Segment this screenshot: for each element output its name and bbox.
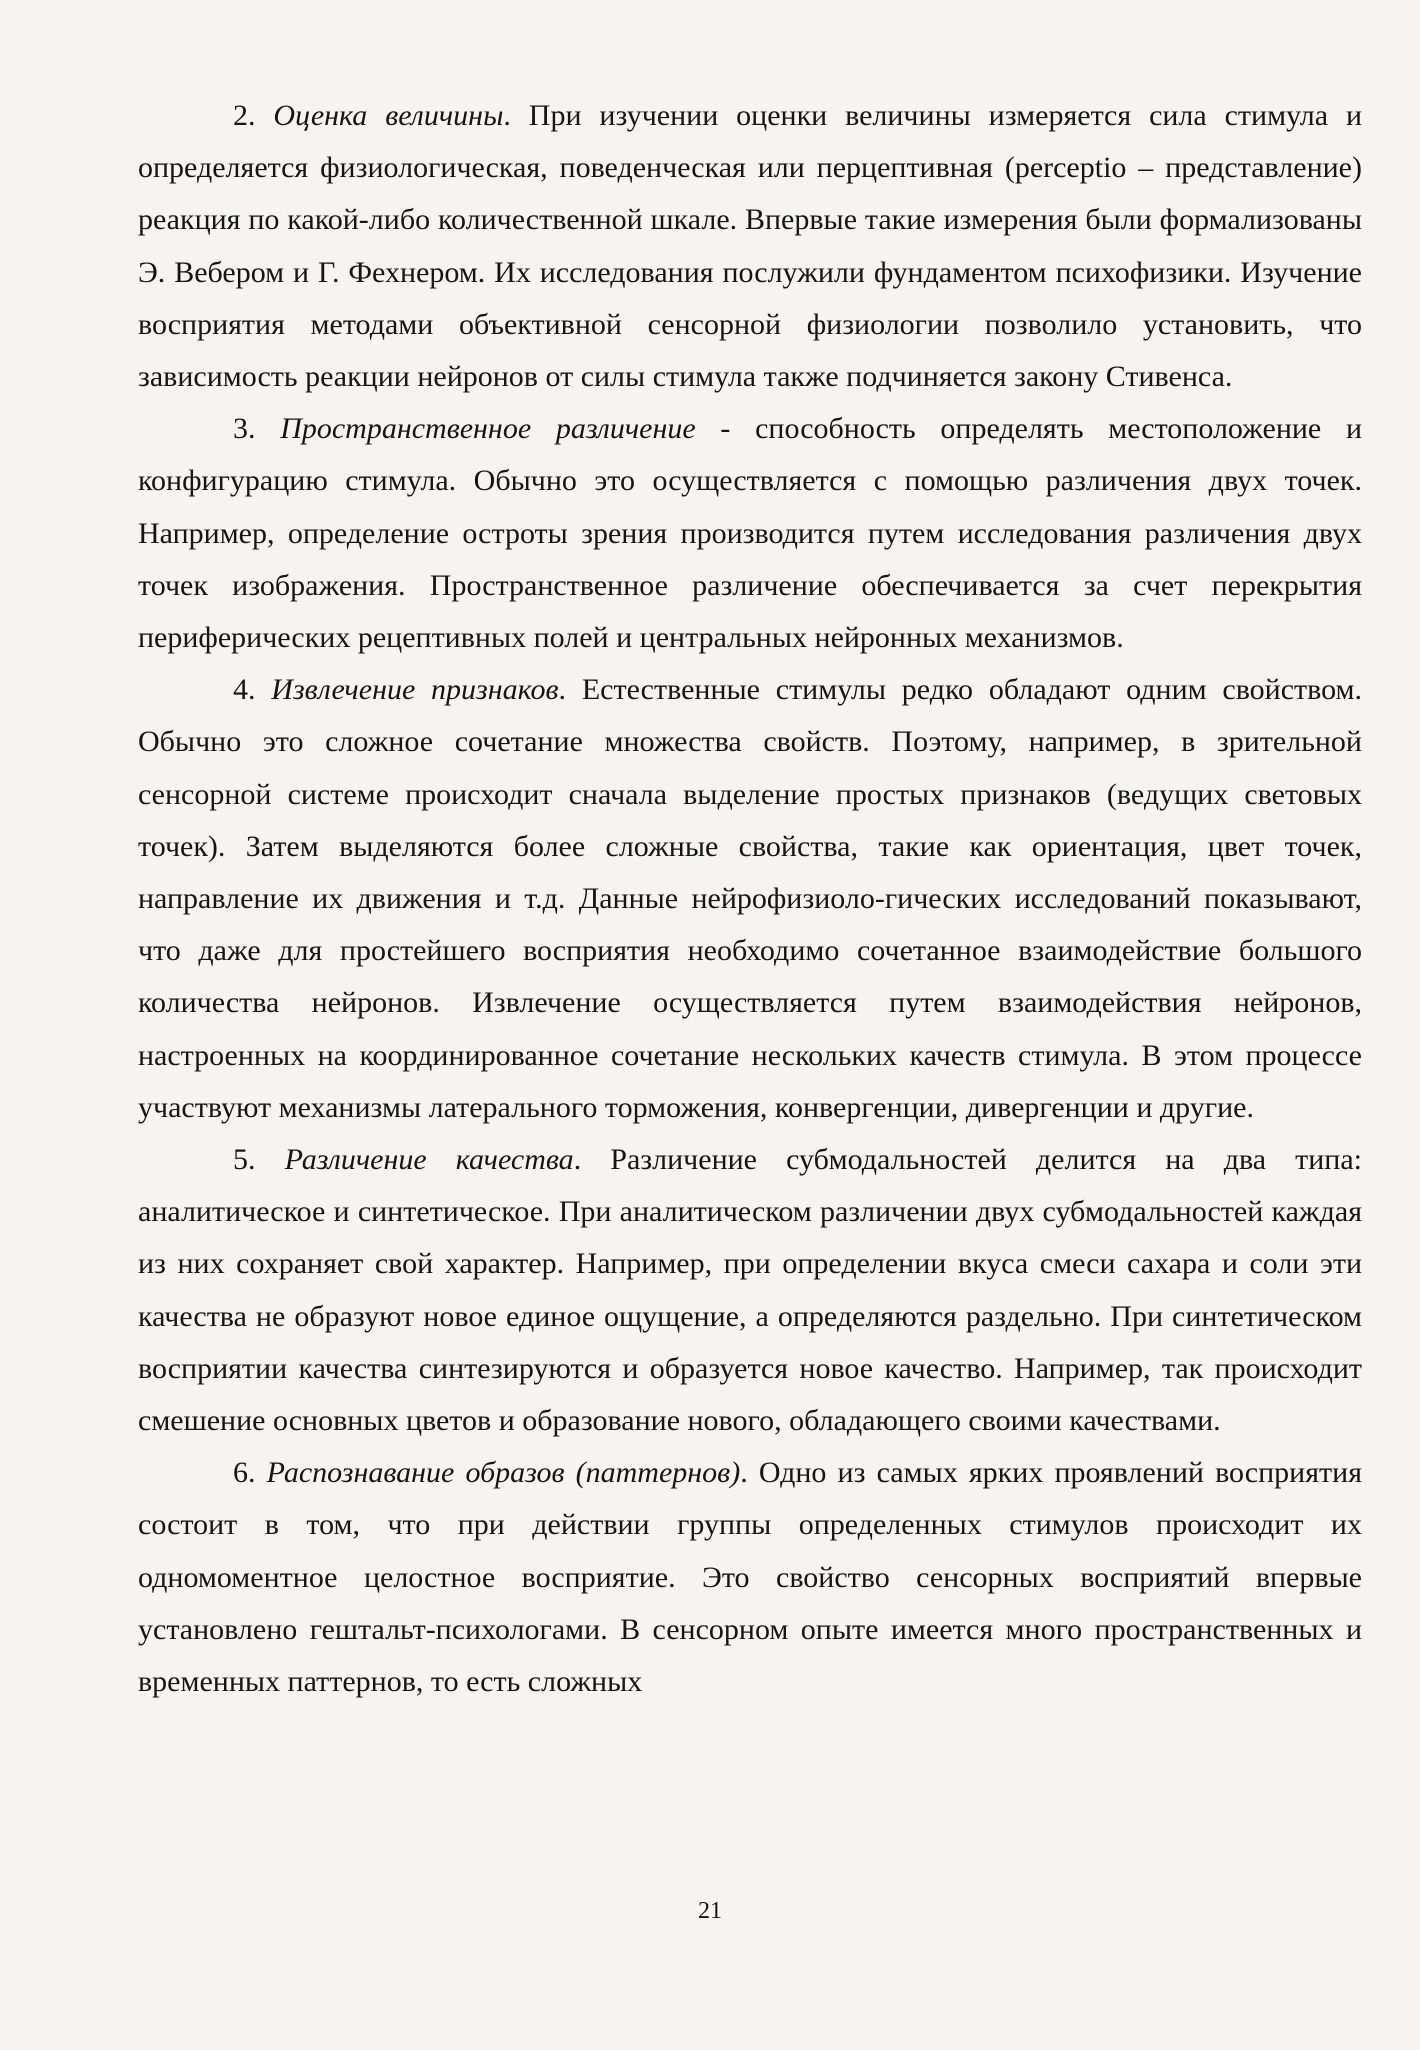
item-heading: Различение качества <box>284 1143 574 1177</box>
paragraph-magnitude-estimation <box>138 90 1362 403</box>
paragraph-body: Естественные стимулы редко обладают одним свойством. Обычно это сложное сочетание множества свойств. Поэтому, например, в зрительной сенсорной системе происходит сначала выделение простых признаков (ведущих световых точек). Затем выделяются более сложные свойства, такие как ориентация, цвет точек, направление их движения и т.д. Данные нейрофизиоло-гических исследований показывают, что даже для простейшего восприятия необходимо сочетанное взаимодействие большого количества нейронов. Извлечение осуществляется путем взаимодействия нейронов, настроенных на координированное сочетание нескольких качеств стимула. В этом процессе участвуют механизмы латерального торможения, конвергенции, дивергенции и другие. <box>138 673 1363 1124</box>
paragraph-feature-extraction <box>138 664 1362 1134</box>
heading-separator: . <box>740 1456 759 1490</box>
paragraph-pattern-recognition <box>138 1447 1362 1708</box>
item-number: 3. <box>233 412 256 446</box>
item-number: 4. <box>233 673 256 707</box>
item-number: 2. <box>233 99 256 132</box>
paragraph-body: способность определять местоположение и конфигурацию стимула. Обычно это осуществляется с помощью различения двух точек. Например, определение остроты зрения производится путем исследования различения двух точек изображения. Пространственное различение обеспечивается за счет перекрытия периферических рецептивных полей и центральных нейронных механизмов. <box>138 412 1362 655</box>
item-heading: Оценка величины <box>273 99 504 132</box>
paragraph-body: Различение субмодальностей делится на два типа: аналитическое и синтетическое. При аналитическом различении двух субмодальностей каждая из них сохраняет свой характер. Например, при определении вкуса смеси сахара и соли эти качества не образуют новое единое ощущение, а определяются раздельно. При синтетическом восприятии качества синтезируются и образуется новое качество. Например, так происходит смешение основных цветов и образование нового, обладающего своими качествами. <box>138 1143 1363 1438</box>
item-number: 6. <box>233 1456 256 1490</box>
paragraph-spatial-discrimination <box>138 403 1362 664</box>
paragraph-body: Одно из самых ярких проявлений восприятия состоит в том, что при действии группы определенных стимулов происходит их одномоментное целостное восприятие. Это свойство сенсорных восприятий впервые установлено гештальт-психологами. В сенсорном опыте имеется много пространственных и временных паттернов, то есть сложных <box>138 1456 1362 1699</box>
item-number: 5. <box>233 1143 256 1177</box>
body-text <box>138 90 1362 1708</box>
heading-separator: . <box>558 673 582 707</box>
item-heading: Пространственное различение <box>280 412 696 446</box>
heading-separator: - <box>695 412 756 446</box>
paragraph-quality-discrimination <box>138 1134 1362 1447</box>
heading-separator: . <box>503 99 529 132</box>
page-number: 21 <box>698 1898 722 1924</box>
heading-separator: . <box>573 1143 611 1177</box>
item-heading: Извлечение признаков <box>271 673 559 707</box>
paragraph-body: При изучении оценки величины измеряется сила стимула и определяется физиологическая, поведенческая или перцептивная (perceptio – представление) реакция по какой-либо количественной шкале. Впервые такие измерения были формализованы Э. Вебером и Г. Фехнером. Их исследования послужили фундаментом психофизики. Изучение восприятия методами объективной сенсорной физиологии позволило установить, что зависимость реакции нейронов от силы стимула также подчиняется закону Стивенса. <box>138 99 1363 394</box>
item-heading: Распознавание образов (паттернов) <box>266 1456 741 1490</box>
